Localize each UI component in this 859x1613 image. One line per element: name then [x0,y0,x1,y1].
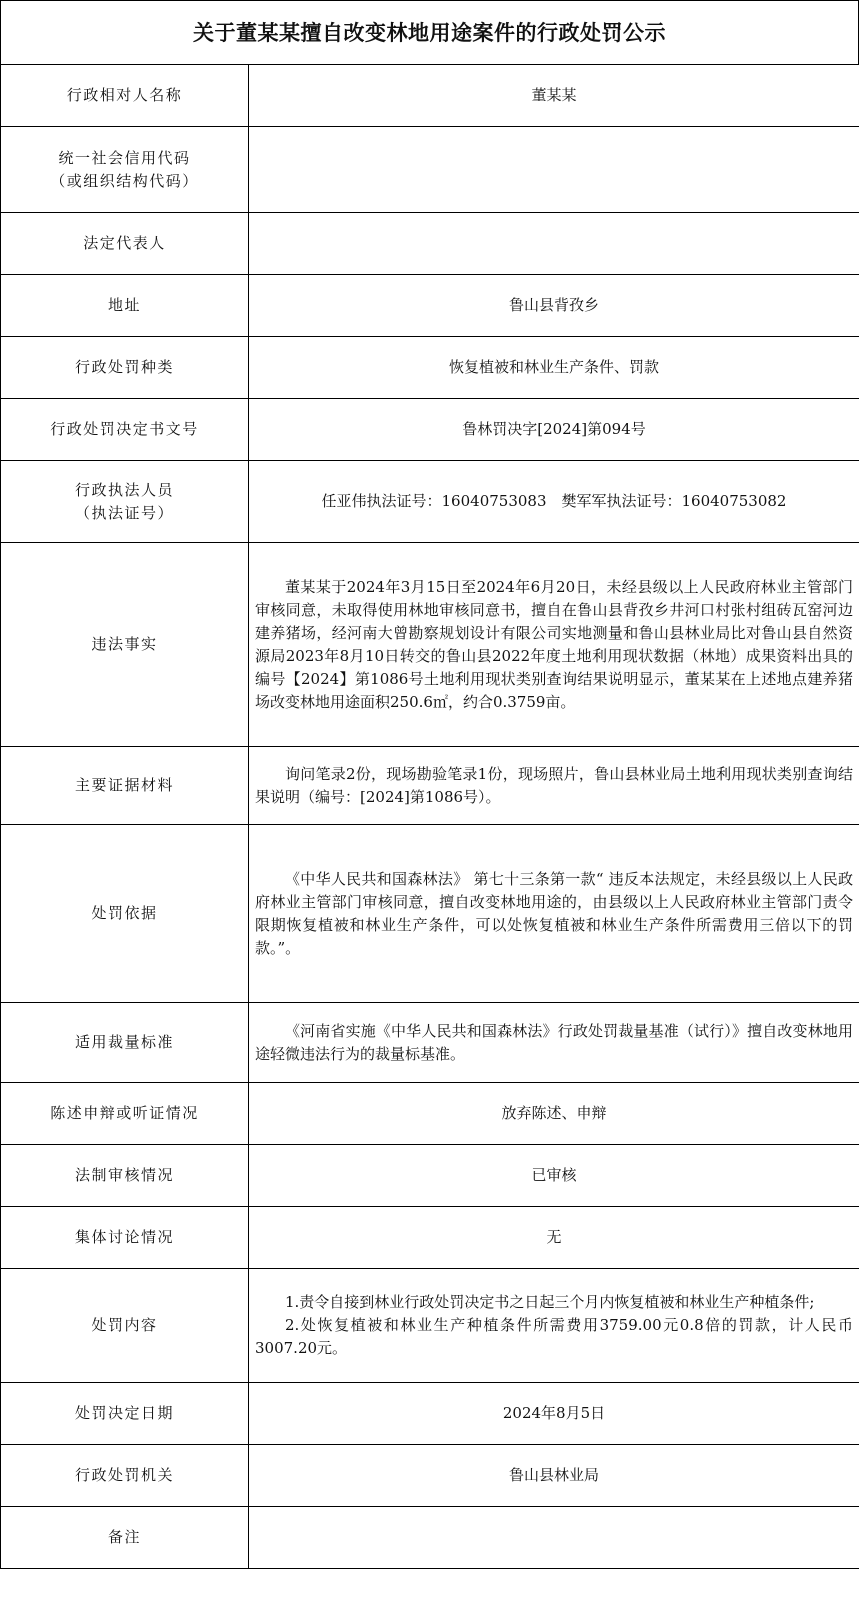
label-address: 地址 [1,275,249,337]
penalty-content-item-1: 1.责令自接到林业行政处罚决定书之日起三个月内恢复植被和林业生产种植条件; [285,1293,815,1311]
value-legal-review: 已审核 [249,1145,859,1207]
row-enforcers [1,461,859,543]
row-party-name [1,65,859,127]
row-violation-facts [1,543,859,747]
row-authority [1,1445,859,1507]
label-credit-code-line1: 统一社会信用代码 [58,148,191,167]
discretion-standard-text: 《河南省实施《中华人民共和国森林法》行政处罚裁量基准（试行）》擅自改变林地用途轻微违法行为的裁量标基准。 [255,1021,853,1063]
label-enforcers [1,461,249,543]
row-penalty-basis [1,825,859,1003]
value-collective-discussion: 无 [249,1207,859,1269]
value-statement-hearing: 放弃陈述、申辩 [249,1083,859,1145]
label-decision-date: 处罚决定日期 [1,1383,249,1445]
row-legal-rep [1,213,859,275]
row-legal-review [1,1145,859,1207]
row-discretion-standard [1,1003,859,1083]
label-legal-review: 法制审核情况 [1,1145,249,1207]
value-authority: 鲁山县林业局 [249,1445,859,1507]
value-address: 鲁山县背孜乡 [249,275,859,337]
row-decision-date [1,1383,859,1445]
label-collective-discussion: 集体讨论情况 [1,1207,249,1269]
value-credit-code [249,127,859,213]
label-evidence: 主要证据材料 [1,747,249,825]
penalty-content-item-2: 2.处恢复植被和林业生产种植条件所需费用3759.00元0.8倍的罚款，计人民币3007.20元。 [255,1316,853,1357]
violation-facts-text: 董某某于2024年3月15日至2024年6月20日，未经县级以上人民政府林业主管部门审核同意，未取得使用林地审核同意书，擅自在鲁山县背孜乡井河口村张村组砖瓦窑河边建养猪场，经河南大曾勘察规划设计有限公司实地测量和鲁山县林业局比对鲁山县自然资源局2023年8月10日转交的鲁山县2022年度土地利用现状数据（林地）成果资料出具的编号【2024】第1086号土地利用现状类别查询结果说明显示，董某某在上述地点建养猪场改变林地用途面积250.6㎡，约合0.3759亩。 [255,577,853,711]
row-credit-code [1,127,859,213]
document-title: 关于董某某擅自改变林地用途案件的行政处罚公示 [0,0,859,64]
label-penalty-type: 行政处罚种类 [1,337,249,399]
value-legal-rep [249,213,859,275]
label-penalty-basis: 处罚依据 [1,825,249,1003]
value-remarks [249,1507,859,1569]
label-penalty-content: 处罚内容 [1,1269,249,1383]
row-statement-hearing [1,1083,859,1145]
label-violation-facts: 违法事实 [1,543,249,747]
value-evidence [249,747,859,825]
value-discretion-standard [249,1003,859,1083]
label-credit-code-line2: （或组织结构代码） [50,171,199,190]
label-enforcers-line1: 行政执法人员 [74,480,174,499]
value-penalty-basis [249,825,859,1003]
label-enforcers-line2: （执法证号） [74,503,174,522]
label-decision-number: 行政处罚决定书文号 [1,399,249,461]
row-remarks [1,1507,859,1569]
penalty-info-table [0,64,859,1569]
penalty-basis-text: 《中华人民共和国森林法》 第七十三条第一款“ 违反本法规定，未经县级以上人民政府林业主管部门审核同意，擅自改变林地用途的，由县级以上人民政府林业主管部门责令限期恢复植被和林业生产条件，可以处恢复植被和林业生产条件所需费用三倍以下的罚款。”。 [255,869,853,957]
label-party-name: 行政相对人名称 [1,65,249,127]
value-violation-facts [249,543,859,747]
row-address [1,275,859,337]
row-penalty-type [1,337,859,399]
row-collective-discussion [1,1207,859,1269]
evidence-text: 询问笔录2份，现场勘验笔录1份，现场照片，鲁山县林业局土地利用现状类别查询结果说明（编号：[2024]第1086号）。 [255,764,853,806]
label-authority: 行政处罚机关 [1,1445,249,1507]
value-decision-date: 2024年8月5日 [249,1383,859,1445]
label-credit-code [1,127,249,213]
row-evidence [1,747,859,825]
label-legal-rep: 法定代表人 [1,213,249,275]
value-party-name: 董某某 [249,65,859,127]
value-penalty-content [249,1269,859,1383]
value-decision-number: 鲁林罚决字[2024]第094号 [249,399,859,461]
value-enforcers: 任亚伟执法证号：16040753083 樊军军执法证号：16040753082 [249,461,859,543]
row-penalty-content [1,1269,859,1383]
row-decision-number [1,399,859,461]
label-remarks: 备注 [1,1507,249,1569]
value-penalty-type: 恢复植被和林业生产条件、罚款 [249,337,859,399]
label-statement-hearing: 陈述申辩或听证情况 [1,1083,249,1145]
label-discretion-standard: 适用裁量标准 [1,1003,249,1083]
